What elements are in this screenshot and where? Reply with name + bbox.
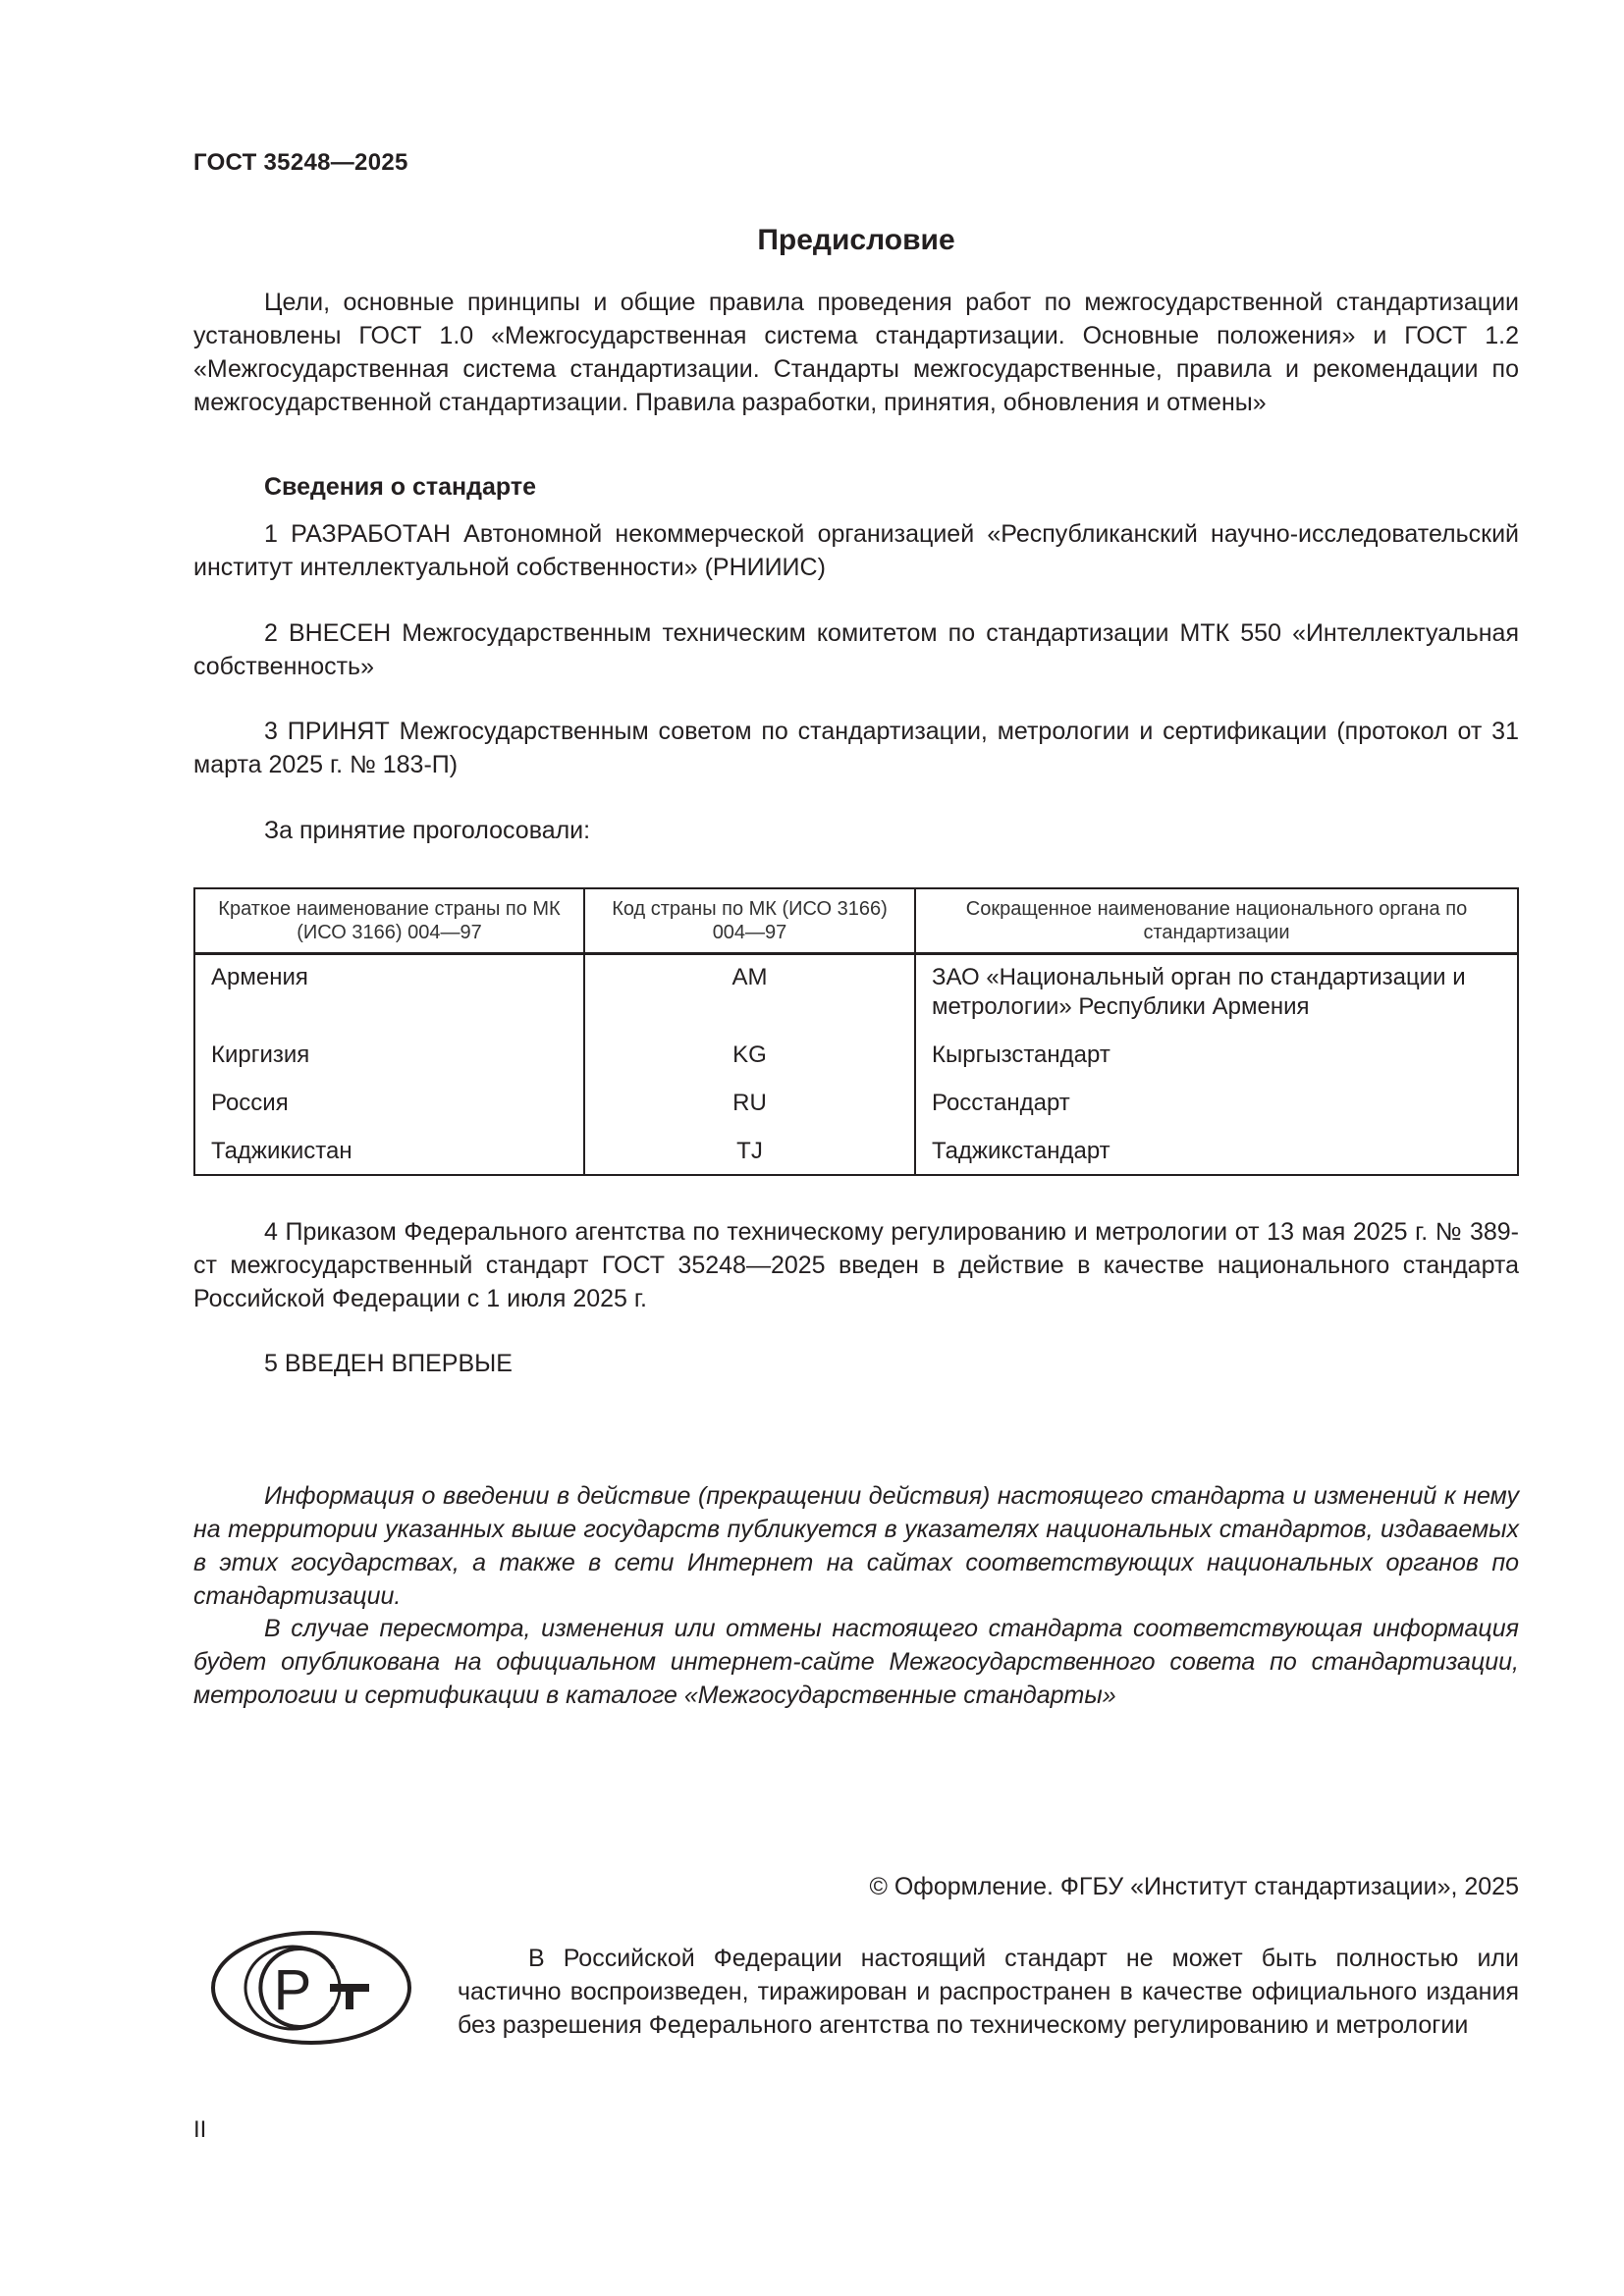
table-cell-country: Таджикистан xyxy=(194,1121,584,1175)
table-cell-code: KG xyxy=(584,1025,915,1073)
table-header-body: Сокращенное наименование национального органа по стандартизации xyxy=(915,888,1518,954)
table-cell-body: Росстандарт xyxy=(915,1073,1518,1121)
table-cell-country: Армения xyxy=(194,954,584,1026)
table-row xyxy=(194,1073,1518,1121)
standard-code-header: ГОСТ 35248—2025 xyxy=(193,149,408,176)
table-row xyxy=(194,954,1518,1026)
table-cell-body: Кыргызстандарт xyxy=(915,1025,1518,1073)
vote-label: За принятие проголосовали: xyxy=(264,817,591,844)
info-paragraph-1: Информация о введении в действие (прекращении действия) настоящего стандарта и изменений к нему на территории указанных выше государств публикуется в указателях национальных стандартов, издаваемых в этих государствах, а также в сети Интернет на сайтах соответствующих национальных органов по стандартизации. xyxy=(193,1482,1519,1610)
table-cell-body: Таджикстандарт xyxy=(915,1121,1518,1175)
item-1-developed: 1 РАЗРАБОТАН Автономной некоммерческой организацией «Республиканский научно-исследовательский институт интеллектуальной собственности» (РНИИИС) xyxy=(193,520,1519,581)
info-paragraph-2: В случае пересмотра, изменения или отмены настоящего стандарта соответствующая информация будет опубликована на официальном интернет-сайте Межгосударственного совета по стандартизации, метрологии и сертификации в каталоге «Межгосударственные стандарты» xyxy=(193,1615,1519,1709)
table-cell-body: ЗАО «Национальный орган по стандартизации и метрологии» Республики Армения xyxy=(915,954,1518,1026)
table-cell-code: AM xyxy=(584,954,915,1026)
item-4-order: 4 Приказом Федерального агентства по техническому регулированию и метрологии от 13 мая 2025 г. № 389-ст межгосударственный стандарт ГОСТ 35248—2025 введен в действие в качестве национального стандарта Российской Федерации с 1 июля 2025 г. xyxy=(193,1218,1519,1312)
logo-letter-r: Р xyxy=(273,1958,312,2022)
table-cell-country: Россия xyxy=(194,1073,584,1121)
table-cell-code: TJ xyxy=(584,1121,915,1175)
voting-countries-table xyxy=(193,887,1519,1176)
table-cell-code: RU xyxy=(584,1073,915,1121)
copyright-line: © Оформление. ФГБУ «Институт стандартизации», 2025 xyxy=(869,1873,1519,1900)
table-row xyxy=(194,1121,1518,1175)
table-header-row xyxy=(194,888,1518,954)
item-2-introduced: 2 ВНЕСЕН Межгосударственным техническим комитетом по стандартизации МТК 550 «Интеллектуальная собственность» xyxy=(193,619,1519,680)
table-cell-country: Киргизия xyxy=(194,1025,584,1073)
page-number: II xyxy=(193,2116,207,2143)
pct-certification-mark-icon xyxy=(208,1929,414,2047)
table-header-country: Краткое наименование страны по МК (ИСО 3166) 004—97 xyxy=(194,888,584,954)
item-3-adopted: 3 ПРИНЯТ Межгосударственным советом по стандартизации, метрологии и сертификации (протокол от 31 марта 2025 г. № 183-П) xyxy=(193,718,1519,778)
table-row xyxy=(194,1025,1518,1073)
intro-paragraph: Цели, основные принципы и общие правила проведения работ по межгосударственной стандартизации установлены ГОСТ 1.0 «Межгосударственная система стандартизации. Основные положения» и ГОСТ 1.2 «Межгосударственная система стандартизации. Стандарты межгосударственные, правила и рекомендации по межгосударственной стандартизации. Правила разработки, принятия, обновления и отмены» xyxy=(193,289,1519,416)
section-subheading: Сведения о стандарте xyxy=(264,473,537,501)
reproduction-notice: В Российской Федерации настоящий стандарт не может быть полностью или частично воспроизведен, тиражирован и распространен в качестве официального издания без разрешения Федерального агентства по техническому регулированию и метрологии xyxy=(458,1945,1519,2039)
page-title: Предисловие xyxy=(757,224,955,256)
table-header-code: Код страны по МК (ИСО 3166) 004—97 xyxy=(584,888,915,954)
item-5-first-introduced: 5 ВВЕДЕН ВПЕРВЫЕ xyxy=(264,1350,513,1377)
